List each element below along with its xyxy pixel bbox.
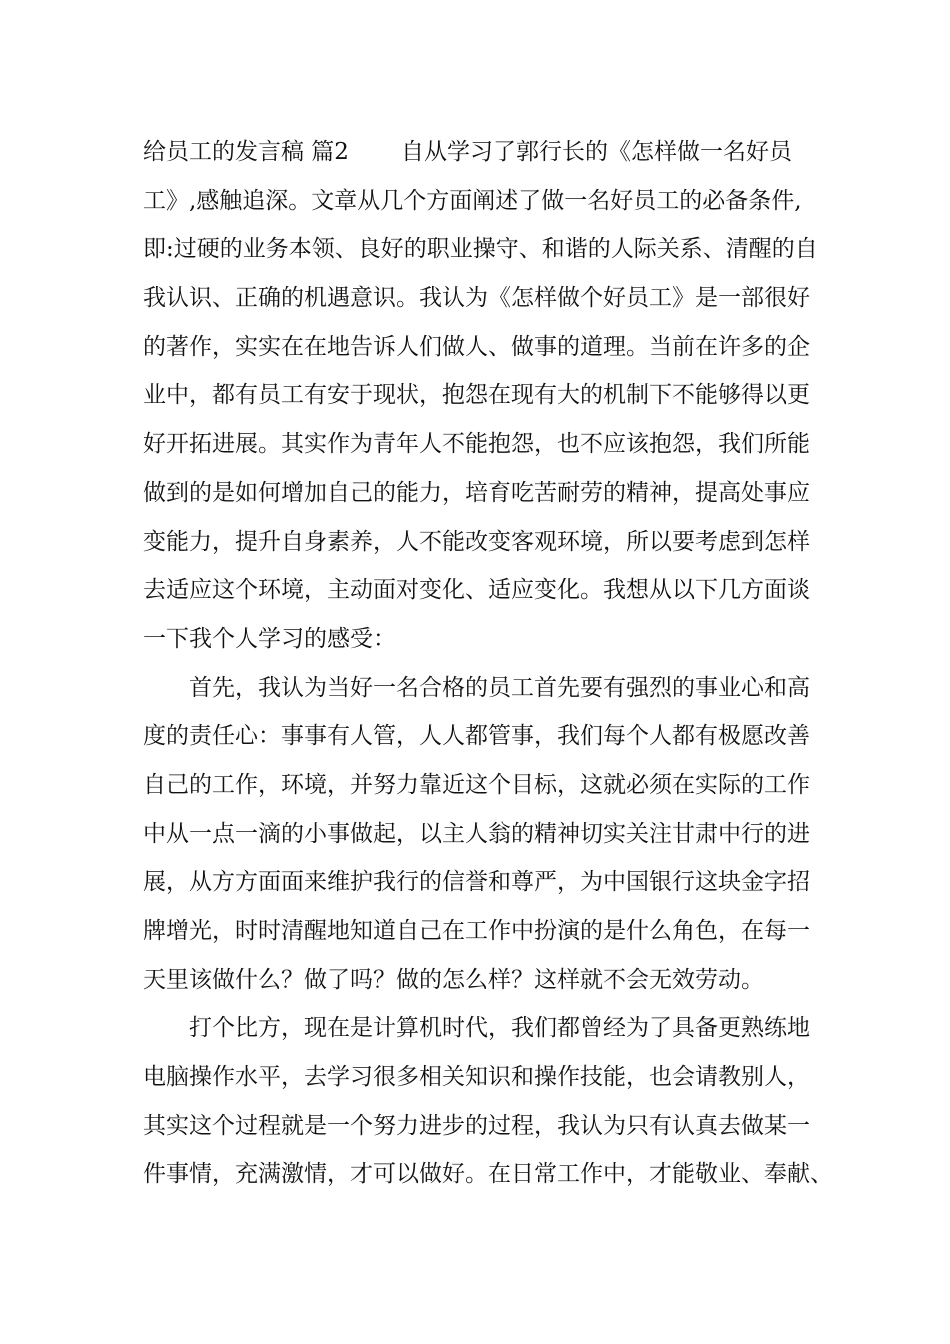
text-line: 工》,感触追深。文章从几个方面阐述了做一名好员工的必备条件, bbox=[143, 187, 802, 214]
text-line: 展，从方方面面来维护我行的信誉和尊严，为中国银行这块金字招 bbox=[143, 869, 810, 896]
text-line: 做到的是如何增加自己的能力，培育吃苦耐劳的精神，提高处事应 bbox=[143, 479, 810, 506]
text-line: 天里该做什么？做了吗？做的怎么样？这样就不会无效劳动。 bbox=[143, 966, 764, 993]
text-line: 的著作，实实在在地告诉人们做人、做事的道理。当前在许多的企 bbox=[143, 333, 810, 360]
text-line: 自己的工作，环境，并努力靠近这个目标，这就必须在实际的工作 bbox=[143, 771, 810, 798]
text-line: 即:过硬的业务本领、良好的职业操守、和谐的人际关系、清醒的自 bbox=[143, 236, 818, 263]
text-line: 其实这个过程就是一个努力进步的过程，我认为只有认真去做某一 bbox=[143, 1112, 810, 1139]
text-line: 电脑操作水平，去学习很多相关知识和操作技能，也会请教别人， bbox=[143, 1064, 810, 1091]
document-body bbox=[143, 128, 833, 1199]
text-line: 首先，我认为当好一名合格的员工首先要有强烈的事业心和高 bbox=[189, 674, 810, 701]
document-title: 给员工的发言稿 篇2 bbox=[143, 139, 349, 165]
text-line: 中从一点一滴的小事做起，以主人翁的精神切实关注甘肃中行的进 bbox=[143, 820, 810, 847]
text-line: 变能力，提升自身素养，人不能改变客观环境，所以要考虑到怎样 bbox=[143, 528, 810, 555]
text-line: 去适应这个环境，主动面对变化、适应变化。我想从以下几方面谈 bbox=[143, 577, 810, 604]
text-line: 牌增光，时时清醒地知道自己在工作中扮演的是什么角色，在每一 bbox=[143, 918, 810, 944]
text-line: 好开拓进展。其实作为青年人不能抱怨，也不应该抱怨，我们所能 bbox=[143, 431, 810, 458]
text-line: 业中，都有员工有安于现状，抱怨在现有大的机制下不能够得以更 bbox=[143, 382, 810, 409]
text-line: 度的责任心：事事有人管，人人都管事，我们每个人都有极愿改善 bbox=[143, 723, 810, 750]
text-line: 打个比方，现在是计算机时代，我们都曾经为了具备更熟练地 bbox=[189, 1015, 810, 1042]
text-line: 一下我个人学习的感受： bbox=[143, 625, 396, 652]
text-line: 我认识、正确的机遇意识。我认为《怎样做个好员工》是一部很好 bbox=[143, 285, 810, 312]
text-line bbox=[143, 128, 823, 177]
paragraph-text: 自从学习了郭行长的《怎样做一名好员 bbox=[400, 139, 792, 165]
text-line: 件事情，充满激情，才可以做好。在日常工作中，才能敬业、奉献、 bbox=[143, 1161, 833, 1188]
